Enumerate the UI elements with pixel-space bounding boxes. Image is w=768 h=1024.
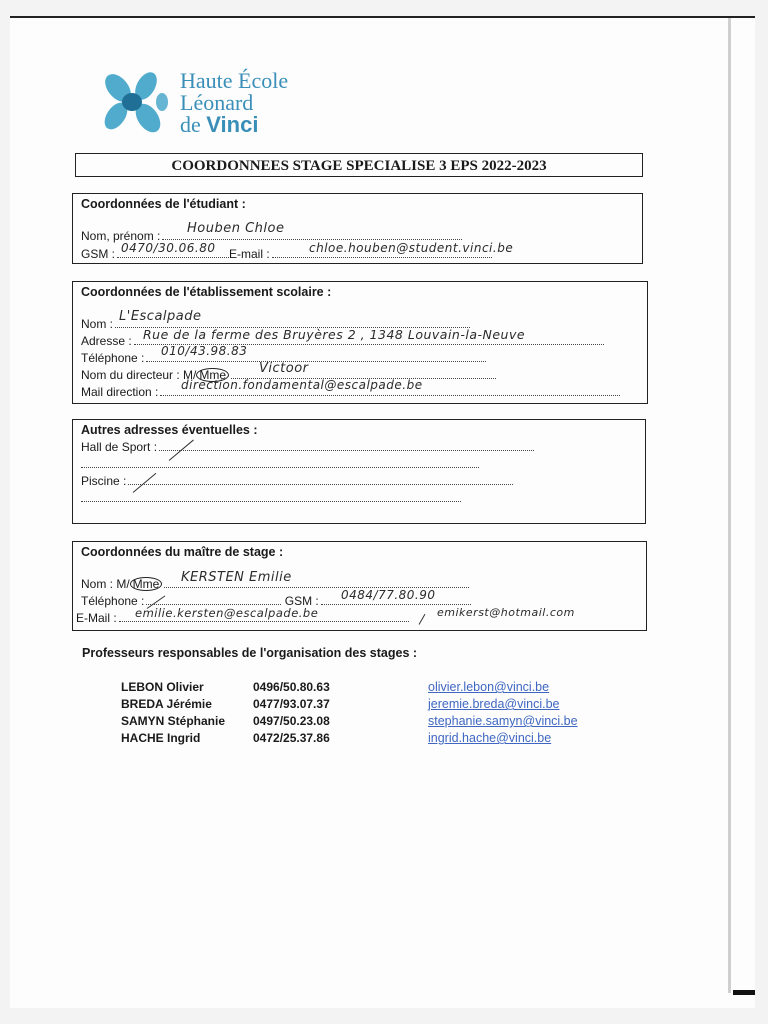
school-name-value[interactable]: L'Escalpade — [119, 309, 202, 324]
prof-phone-1: 0496/50.80.63 — [253, 680, 330, 694]
student-heading: Coordonnées de l'étudiant : — [81, 197, 246, 211]
mentor-heading: Coordonnées du maître de stage : — [81, 545, 284, 559]
prof-name-1: LEBON Olivier — [121, 680, 204, 694]
director-label: Nom du directeur : M/ — [81, 368, 197, 382]
student-name-label: Nom, prénom : — [81, 229, 161, 243]
student-gsm-value[interactable]: 0470/30.06.80 — [121, 241, 216, 255]
logo-text — [180, 70, 288, 136]
other-heading: Autres adresses éventuelles : — [81, 423, 258, 437]
director-title: Mme — [196, 368, 229, 382]
prof-name-3: SAMYN Stéphanie — [121, 714, 226, 728]
mentor-section — [72, 541, 647, 631]
prof-name-4: HACHE Ingrid — [121, 731, 201, 745]
prof-phone-4: 0472/25.37.86 — [253, 731, 330, 745]
corner-mark — [733, 990, 755, 995]
vinci-logo-icon — [96, 70, 176, 138]
logo-line1: Haute École — [180, 68, 289, 93]
mentor-email-value[interactable]: emilie.kersten@escalpade.be — [135, 606, 319, 620]
prof-email-1[interactable]: olivier.lebon@vinci.be — [428, 680, 550, 694]
mentor-name-label: Nom : M/ — [81, 577, 130, 591]
email-separator — [419, 614, 426, 625]
school-phone-value[interactable]: 010/43.98.83 — [161, 344, 248, 358]
school-heading: Coordonnées de l'établissement scolaire : — [81, 285, 332, 299]
student-gsm-label: GSM : — [81, 247, 116, 261]
page-edge — [728, 18, 731, 993]
director-value[interactable]: Victoor — [259, 361, 309, 376]
mail-direction-label: Mail direction : — [81, 385, 159, 399]
mail-direction-value[interactable]: direction.fondamental@escalpade.be — [181, 378, 423, 392]
student-name-value[interactable]: Houben Chloe — [187, 221, 285, 236]
prof-phone-2: 0477/93.07.37 — [253, 697, 330, 711]
prof-email-3[interactable]: stephanie.samyn@vinci.be — [428, 714, 578, 728]
prof-email-2[interactable]: jeremie.breda@vinci.be — [428, 697, 560, 711]
school-name-label: Nom : — [81, 317, 114, 331]
student-email-label: E-mail : — [229, 247, 270, 261]
student-section — [72, 193, 643, 264]
mentor-title: Mme — [130, 577, 163, 591]
other-addresses-section — [72, 419, 646, 524]
form-title: COORDONNEES STAGE SPECIALISE 3 EPS 2022-2023 — [75, 153, 643, 177]
prof-email-4[interactable]: ingrid.hache@vinci.be — [428, 731, 552, 745]
mentor-email-label: E-Mail : — [76, 611, 117, 625]
profs-heading: Professeurs responsables de l'organisation des stages : — [82, 646, 418, 660]
hall-label: Hall de Sport : — [81, 440, 158, 454]
mentor-gsm-label: GSM : — [284, 594, 319, 608]
student-email-value[interactable]: chloe.houben@student.vinci.be — [309, 241, 514, 255]
logo-de: de — [180, 112, 201, 137]
mentor-name-value[interactable]: KERSTEN Emilie — [181, 570, 292, 585]
logo-vinci: Vinci — [206, 112, 259, 137]
mentor-email-value2[interactable]: emikerst@hotmail.com — [437, 606, 575, 619]
school-phone-label: Téléphone : — [81, 351, 145, 365]
prof-name-2: BREDA Jérémie — [121, 697, 212, 711]
school-section — [72, 281, 648, 404]
school-address-label: Adresse : — [81, 334, 132, 348]
mentor-gsm-value[interactable]: 0484/77.80.90 — [341, 588, 436, 602]
logo-line2: Léonard — [180, 90, 254, 115]
pool-label: Piscine : — [81, 474, 127, 488]
prof-phone-3: 0497/50.23.08 — [253, 714, 330, 728]
mentor-phone-label: Téléphone : — [81, 594, 145, 608]
school-address-value[interactable]: Rue de la ferme des Bruyères 2 , 1348 Louvain-la-Neuve — [143, 327, 526, 342]
